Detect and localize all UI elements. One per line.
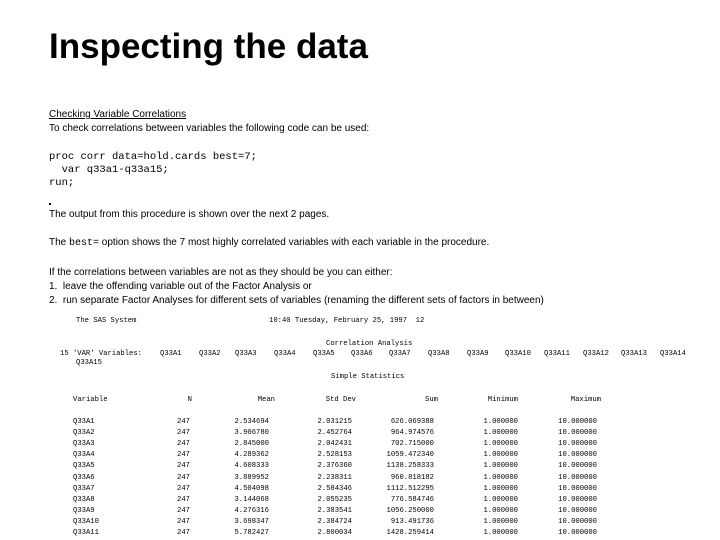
cell-minimum: 1.000000 <box>483 451 518 460</box>
column-header: Mean <box>257 396 275 404</box>
cell-sum: 964.974576 <box>390 429 434 438</box>
column-header: Std Dev <box>325 396 356 404</box>
cell-n: 247 <box>177 529 190 537</box>
cell-maximum: 10.000000 <box>558 451 597 460</box>
cell-variable: Q33A2 <box>73 429 95 438</box>
column-header: N <box>187 396 192 404</box>
cell-maximum: 10.000000 <box>558 517 597 526</box>
var-list-item: Q33A4 <box>274 350 296 358</box>
cell-mean: 2.845000 <box>234 440 269 449</box>
cell-sum: 776.584746 <box>390 495 434 504</box>
cell-mean: 4.289362 <box>234 451 269 460</box>
cell-variable: Q33A6 <box>73 473 95 482</box>
column-header: Minimum <box>487 396 518 404</box>
cell-minimum: 1.000000 <box>483 506 518 515</box>
cell-n: 247 <box>177 517 190 526</box>
var-list-item: Q33A13 <box>621 350 647 358</box>
cell-n: 247 <box>177 462 190 471</box>
intro-text: To check correlations between variables the following code can be used: <box>49 123 370 134</box>
column-header: Variable <box>73 396 108 404</box>
best-option-code: best= <box>69 238 100 249</box>
cell-std-dev: 2.042431 <box>317 440 352 449</box>
sas-system-label: The SAS System <box>76 317 137 325</box>
cell-n: 247 <box>177 495 190 504</box>
cell-maximum: 10.000000 <box>558 429 597 438</box>
cell-std-dev: 2.055235 <box>317 495 352 504</box>
cell-sum: 1112.512295 <box>386 484 434 493</box>
options-intro: If the correlations between variables are not as they should be you can either: <box>49 267 393 278</box>
cell-std-dev: 2.238311 <box>317 473 352 482</box>
cell-maximum: 10.000000 <box>558 495 597 504</box>
code-line-3: run; <box>49 177 75 189</box>
cell-mean: 3.906780 <box>234 429 269 438</box>
code-line-2: var q33a1-q33a15; <box>49 164 169 176</box>
var-list-item: Q33A7 <box>389 350 411 358</box>
cell-minimum: 1.000000 <box>483 462 518 471</box>
cell-std-dev: 2.031215 <box>317 418 352 426</box>
best-text-after: option shows the 7 most highly correlated variables with each variable in the procedure. <box>99 237 490 248</box>
cell-variable: Q33A11 <box>73 529 99 537</box>
bullet-dot <box>49 203 51 205</box>
sas-timestamp: 10:40 Tuesday, February 25, 1997 12 <box>269 317 425 325</box>
cell-minimum: 1.000000 <box>483 440 518 449</box>
cell-sum: 913.491736 <box>390 517 434 526</box>
var-list-item: Q33A5 <box>313 350 335 358</box>
var-list-item: Q33A10 <box>505 350 531 358</box>
cell-minimum: 1.000000 <box>483 529 518 537</box>
cell-std-dev: 2.383541 <box>317 506 352 515</box>
cell-maximum: 10.000000 <box>558 529 597 537</box>
cell-sum: 626.069388 <box>390 418 434 426</box>
cell-std-dev: 2.376360 <box>317 462 352 471</box>
cell-std-dev: 2.528153 <box>317 451 352 460</box>
cell-mean: 5.782427 <box>234 529 269 537</box>
output-note: The output from this procedure is shown over the next 2 pages. <box>49 209 330 220</box>
cell-minimum: 1.000000 <box>483 517 518 526</box>
correlation-analysis-title: Correlation Analysis <box>326 340 413 348</box>
cell-sum: 1056.250000 <box>386 506 434 515</box>
var-list-item: Q33A1 <box>160 350 182 358</box>
var-list-wrap: Q33A15 <box>76 359 102 367</box>
cell-sum: 960.818182 <box>390 473 434 482</box>
cell-variable: Q33A4 <box>73 451 95 460</box>
cell-n: 247 <box>177 440 190 449</box>
cell-sum: 1138.258333 <box>386 462 434 471</box>
cell-mean: 2.534694 <box>234 418 269 426</box>
best-option-text <box>49 236 489 250</box>
cell-variable: Q33A3 <box>73 440 95 449</box>
cell-n: 247 <box>177 451 190 460</box>
var-list-item: Q33A3 <box>235 350 257 358</box>
cell-std-dev: 2.584346 <box>317 484 352 493</box>
cell-sum: 1428.259414 <box>386 529 434 537</box>
cell-mean: 3.889952 <box>234 473 269 482</box>
cell-variable: Q33A9 <box>73 506 95 515</box>
best-text-before: The <box>49 237 70 248</box>
cell-n: 247 <box>177 506 190 515</box>
cell-mean: 4.276316 <box>234 506 269 515</box>
cell-maximum: 10.000000 <box>558 418 597 426</box>
option-2: 2. run separate Factor Analyses for different sets of variables (renaming the different sets of factors in between) <box>49 295 544 306</box>
cell-maximum: 10.000000 <box>558 484 597 493</box>
cell-mean: 4.504098 <box>234 484 269 493</box>
cell-std-dev: 2.384724 <box>317 517 352 526</box>
var-list-item: Q33A6 <box>351 350 373 358</box>
cell-variable: Q33A5 <box>73 462 95 471</box>
cell-mean: 3.698347 <box>234 517 269 526</box>
option-1: 1. leave the offending variable out of the Factor Analysis or <box>49 281 312 292</box>
cell-n: 247 <box>177 418 190 426</box>
cell-sum: 702.715000 <box>390 440 434 449</box>
var-list-item: Q33A8 <box>428 350 450 358</box>
cell-n: 247 <box>177 473 190 482</box>
cell-variable: Q33A10 <box>73 517 99 526</box>
column-header: Maximum <box>570 396 601 404</box>
cell-minimum: 1.000000 <box>483 473 518 482</box>
page-title: Inspecting the data <box>49 27 368 66</box>
var-list-item: Q33A11 <box>544 350 570 358</box>
column-header: Sum <box>425 396 438 404</box>
cell-maximum: 10.000000 <box>558 440 597 449</box>
var-list-item: Q33A2 <box>199 350 221 358</box>
cell-sum: 1059.472340 <box>386 451 434 460</box>
var-list-label: 15 'VAR' Variables: <box>60 350 142 358</box>
cell-variable: Q33A8 <box>73 495 95 504</box>
simple-statistics-title: Simple Statistics <box>331 373 405 381</box>
code-line-1: proc corr data=hold.cards best=7; <box>49 151 257 163</box>
cell-n: 247 <box>177 484 190 493</box>
cell-maximum: 10.000000 <box>558 462 597 471</box>
cell-variable: Q33A1 <box>73 418 95 426</box>
cell-mean: 3.144068 <box>234 495 269 504</box>
var-list-item: Q33A12 <box>583 350 609 358</box>
var-list-item: Q33A14 <box>660 350 686 358</box>
cell-variable: Q33A7 <box>73 484 95 493</box>
cell-maximum: 10.000000 <box>558 506 597 515</box>
cell-minimum: 1.000000 <box>483 484 518 493</box>
var-list-item: Q33A9 <box>467 350 489 358</box>
cell-std-dev: 2.452764 <box>317 429 352 438</box>
cell-mean: 4.608333 <box>234 462 269 471</box>
cell-maximum: 10.000000 <box>558 473 597 482</box>
cell-std-dev: 2.800034 <box>317 529 352 537</box>
section-heading: Checking Variable Correlations <box>49 109 187 120</box>
cell-minimum: 1.000000 <box>483 418 518 426</box>
cell-minimum: 1.000000 <box>483 429 518 438</box>
cell-n: 247 <box>177 429 190 438</box>
cell-minimum: 1.000000 <box>483 495 518 504</box>
